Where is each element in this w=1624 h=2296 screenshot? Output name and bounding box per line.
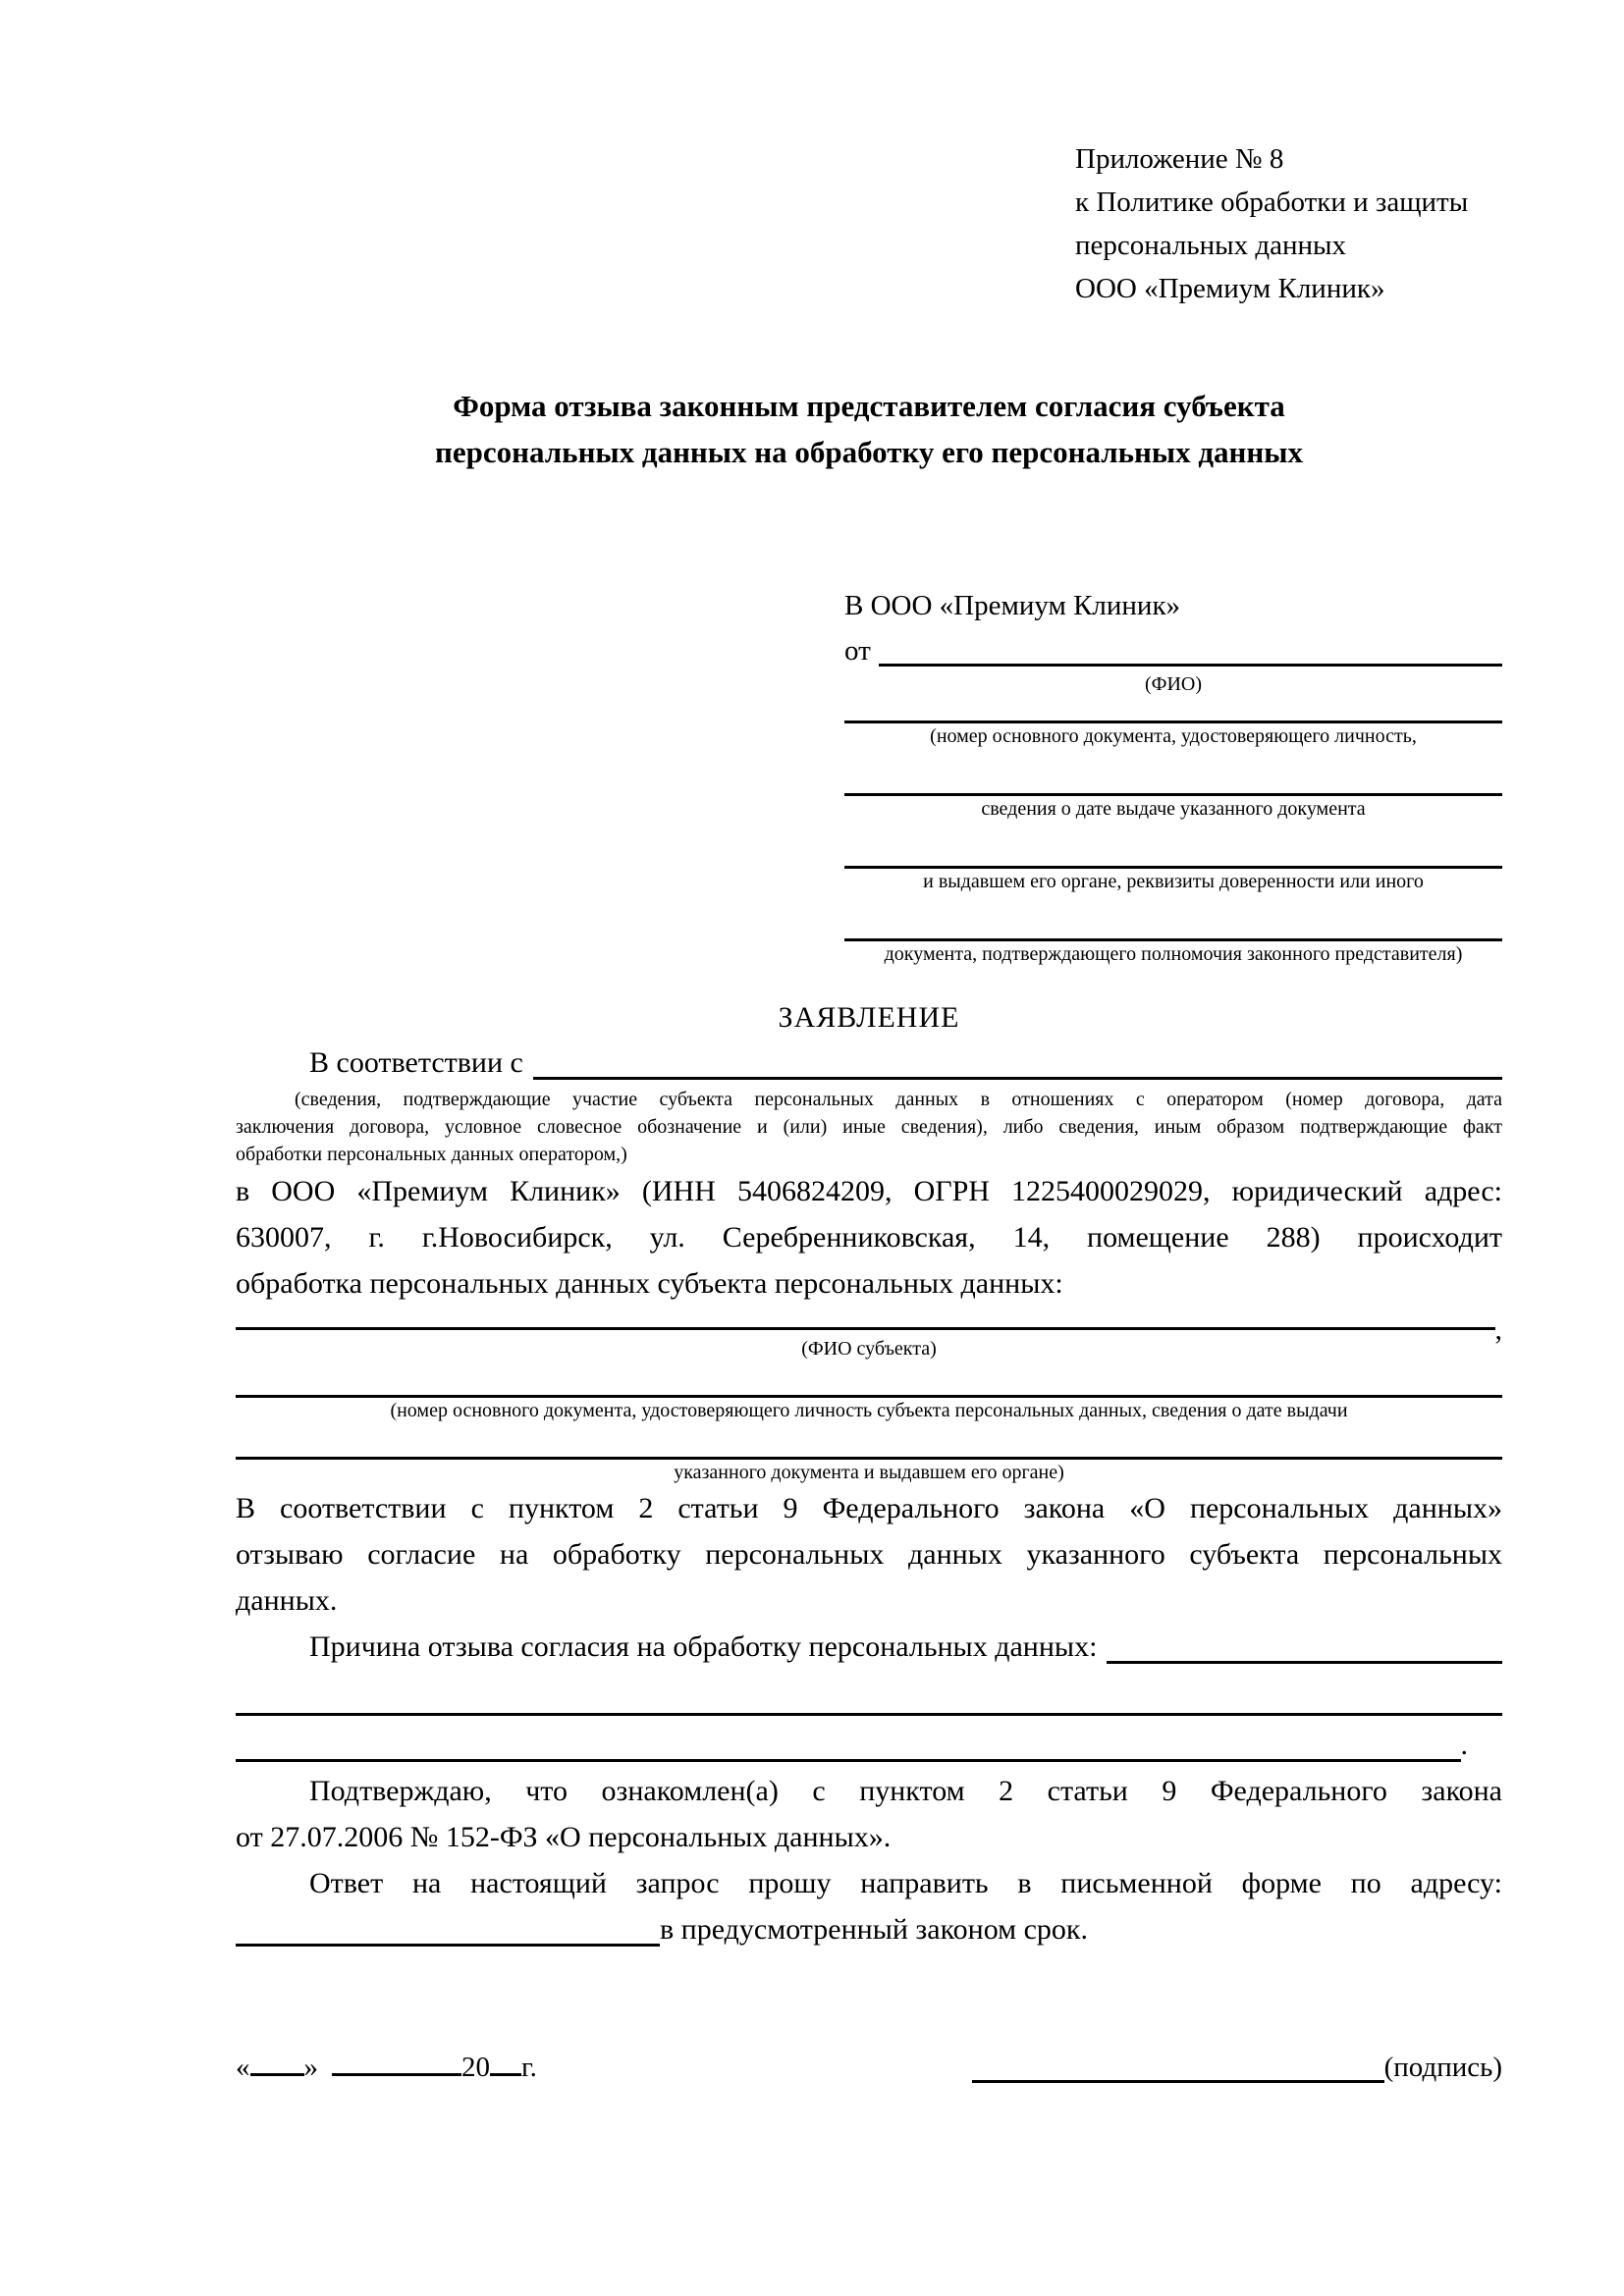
accordance-caption-line: (сведения, подтверждающие участие субъекта персональных данных в отношениях с оператором (номер договора, дата xyxy=(295,1089,1502,1110)
doc-caption: (номер основного документа, удостоверяющего личность, xyxy=(930,725,1417,747)
appendix-block xyxy=(1075,137,1502,310)
operator-line: обработка персональных данных субъекта персональных данных: xyxy=(236,1267,1063,1300)
operator-line: 630007, г. г.Новосибирск, ул. Серебренниковская, 14, помещение 288) происходит xyxy=(236,1221,1502,1254)
doc-caption: и выдавшем его органе, реквизиты доверенности или иного xyxy=(923,871,1424,892)
doc-fill-line xyxy=(844,894,1502,941)
doc-fill-line xyxy=(844,697,1502,723)
footer-row xyxy=(236,2047,1502,2088)
reply-address-line xyxy=(236,1906,660,1947)
withdraw-line: отзываю согласие на обработку персональных данных указанного субъекта персональных xyxy=(236,1538,1502,1571)
operator-paragraph xyxy=(236,1168,1502,1307)
fio-fill-line xyxy=(879,630,1502,667)
operator-line: в ООО «Премиум Клиник» (ИНН 5406824209, ОГРН 1225400029029, юридический адрес: xyxy=(236,1175,1502,1207)
doc-fill-line xyxy=(844,749,1502,796)
withdraw-paragraph xyxy=(236,1485,1502,1624)
signature-group xyxy=(972,2047,1502,2088)
subject-doc-caption: указанного документа и выдавшем его органе) xyxy=(674,1462,1064,1483)
addressee-block xyxy=(844,585,1502,967)
page-title-line: Форма отзыва законным представителем согласия субъекта xyxy=(453,389,1285,423)
date-quote-open: « xyxy=(236,2052,250,2083)
date-group xyxy=(236,2047,537,2088)
accordance-caption xyxy=(236,1086,1502,1168)
appendix-line: к Политике обработки и защиты xyxy=(1075,187,1469,218)
signature-caption: (подпись) xyxy=(1383,2052,1502,2083)
reply-address-row xyxy=(236,1906,1502,1952)
reason-fill-line xyxy=(1107,1624,1502,1664)
accordance-row xyxy=(236,1040,1502,1086)
confirm-paragraph xyxy=(236,1768,1502,1860)
date-quote-close: » xyxy=(303,2052,318,2083)
subject-fio-line xyxy=(236,1307,1495,1330)
accordance-caption-line: обработки персональных данных оператором,) xyxy=(236,1144,627,1165)
trailing-period: . xyxy=(1460,1729,1468,1761)
reason-blank-line xyxy=(236,1716,1461,1762)
doc-caption: документа, подтверждающего полномочия законного представителя) xyxy=(884,943,1463,965)
page-title-line: персональных данных на обработку его персональных данных xyxy=(435,435,1303,469)
statement-heading: ЗАЯВЛЕНИЕ xyxy=(778,1001,960,1034)
confirm-line: от 27.07.2006 № 152-ФЗ «О персональных данных». xyxy=(236,1821,892,1853)
subject-doc-line xyxy=(236,1423,1502,1460)
reason-blank-line xyxy=(236,1670,1502,1716)
accordance-fill-line xyxy=(533,1040,1502,1080)
date-year-suffix: г. xyxy=(521,2052,537,2083)
withdraw-line: В соответствии с пунктом 2 статьи 9 Федерального закона «О персональных данных» xyxy=(236,1492,1502,1524)
addressee-from-label: от xyxy=(844,635,871,667)
addressee-to: В ООО «Премиум Клиник» xyxy=(844,590,1181,621)
trailing-comma: , xyxy=(1494,1313,1502,1346)
reply-line: Ответ на настоящий запрос прошу направить в письменной форме по адресу: xyxy=(309,1867,1502,1899)
appendix-line: ООО «Премиум Клиник» xyxy=(1075,273,1385,304)
reason-blank-row xyxy=(236,1716,1502,1768)
date-year-line xyxy=(490,2048,521,2076)
addressee-from-row xyxy=(844,630,1502,671)
subject-doc-caption: (номер основного документа, удостоверяющего личность субъекта персональных данных, сведения о дате выдачи xyxy=(390,1400,1348,1421)
subject-doc-line xyxy=(236,1362,1502,1398)
subject-fio-caption: (ФИО субъекта) xyxy=(801,1338,937,1360)
reply-paragraph xyxy=(236,1860,1502,1952)
reply-tail: в предусмотренный законом срок. xyxy=(660,1913,1088,1946)
confirm-line: Подтверждаю, что ознакомлен(а) с пунктом 2 статьи 9 Федерального закона xyxy=(309,1775,1502,1807)
doc-caption: сведения о дате выдаче указанного документа xyxy=(981,798,1366,820)
doc-fill-line xyxy=(844,822,1502,869)
withdraw-line: данных. xyxy=(236,1584,338,1617)
reason-row xyxy=(236,1624,1502,1670)
reason-label: Причина отзыва согласия на обработку персональных данных: xyxy=(309,1630,1098,1663)
appendix-line: Приложение № 8 xyxy=(1075,143,1284,175)
subject-fio-row xyxy=(236,1307,1502,1346)
signature-line xyxy=(972,2047,1384,2083)
date-year-prefix: 20 xyxy=(461,2052,490,2083)
page-title xyxy=(236,383,1502,475)
date-day-line xyxy=(250,2048,304,2076)
accordance-label: В соответствии с xyxy=(309,1046,523,1079)
accordance-caption-line: заключения договора, условное словесное обозначение и (или) иные сведения), либо сведения, иным образом подтверждающие факт xyxy=(236,1116,1502,1138)
appendix-line: персональных данных xyxy=(1075,230,1347,261)
fio-caption: (ФИО) xyxy=(1144,673,1202,695)
document-content xyxy=(236,0,1502,2088)
date-month-line xyxy=(332,2048,461,2076)
